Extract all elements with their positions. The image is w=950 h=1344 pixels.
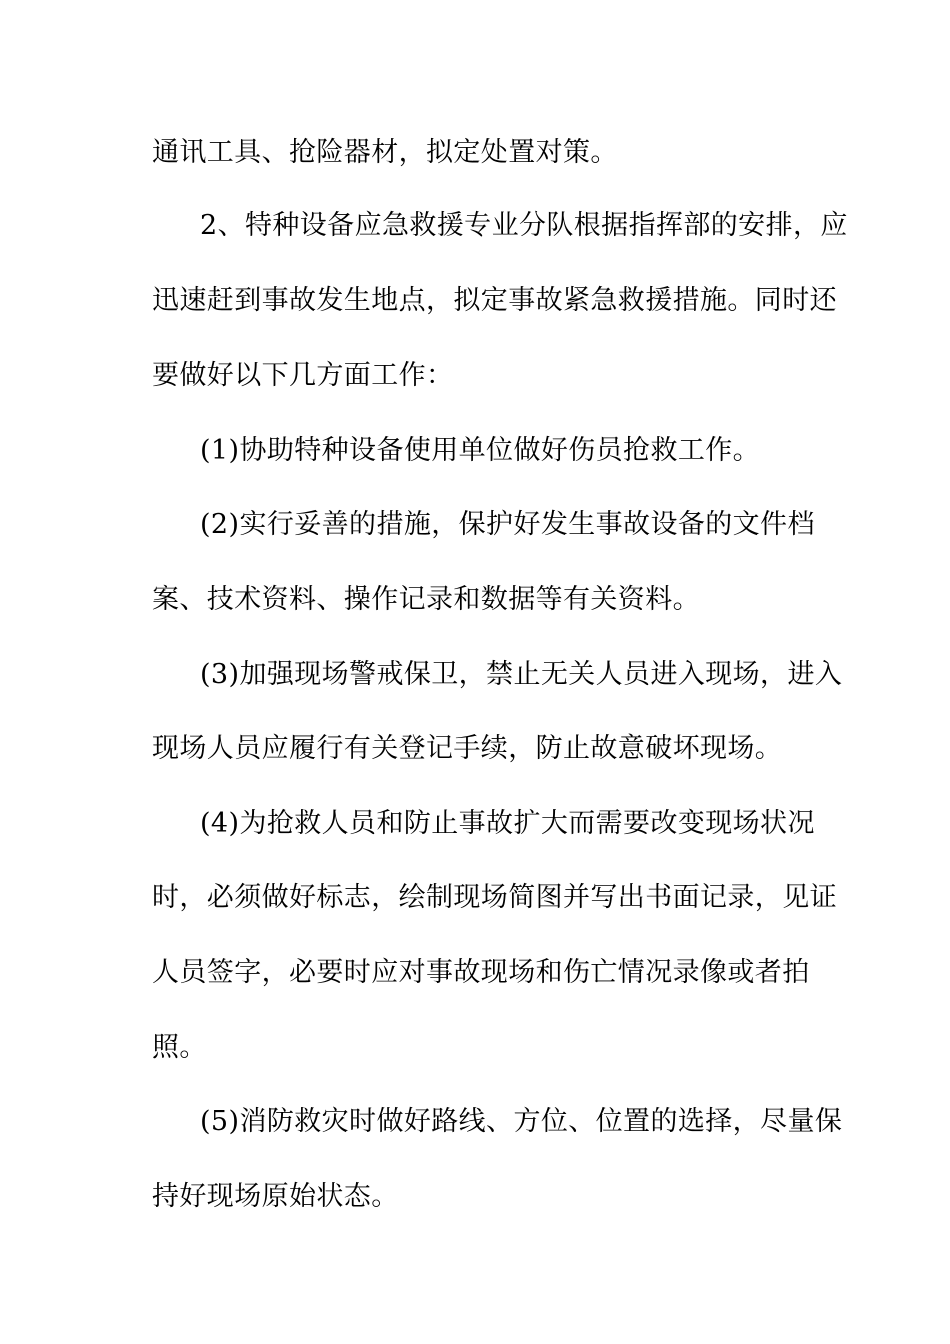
text-line: 要做好以下几方面工作： [152,360,454,391]
text-line: (1)协助特种设备使用单位做好伤员抢救工作。 [200,435,761,466]
text-line: 现场人员应履行有关登记手续，防止故意破坏现场。 [152,733,783,764]
text-line: (5)消防救灾时做好路线、方位、位置的选择，尽量保 [200,1106,843,1137]
text-line: 案、技术资料、操作记录和数据等有关资料。 [152,584,700,615]
text-line: 人员签字，必要时应对事故现场和伤亡情况录像或者拍 [152,957,810,988]
text-line: 通讯工具、抢险器材，拟定处置对策。 [152,137,618,168]
text-line: 2、特种设备应急救援专业分队根据指挥部的安排，应 [200,210,848,241]
text-line: 照。 [152,1032,207,1063]
text-line: 迅速赶到事故发生地点，拟定事故紧急救援措施。同时还 [152,285,837,316]
text-line: (2)实行妥善的措施，保护好发生事故设备的文件档 [200,509,815,540]
text-line: 时，必须做好标志，绘制现场简图并写出书面记录，见证 [152,882,837,913]
text-line: (4)为抢救人员和防止事故扩大而需要改变现场状况 [200,808,815,839]
text-line: 持好现场原始状态。 [152,1181,399,1212]
text-line: (3)加强现场警戒保卫，禁止无关人员进入现场，进入 [200,659,843,690]
